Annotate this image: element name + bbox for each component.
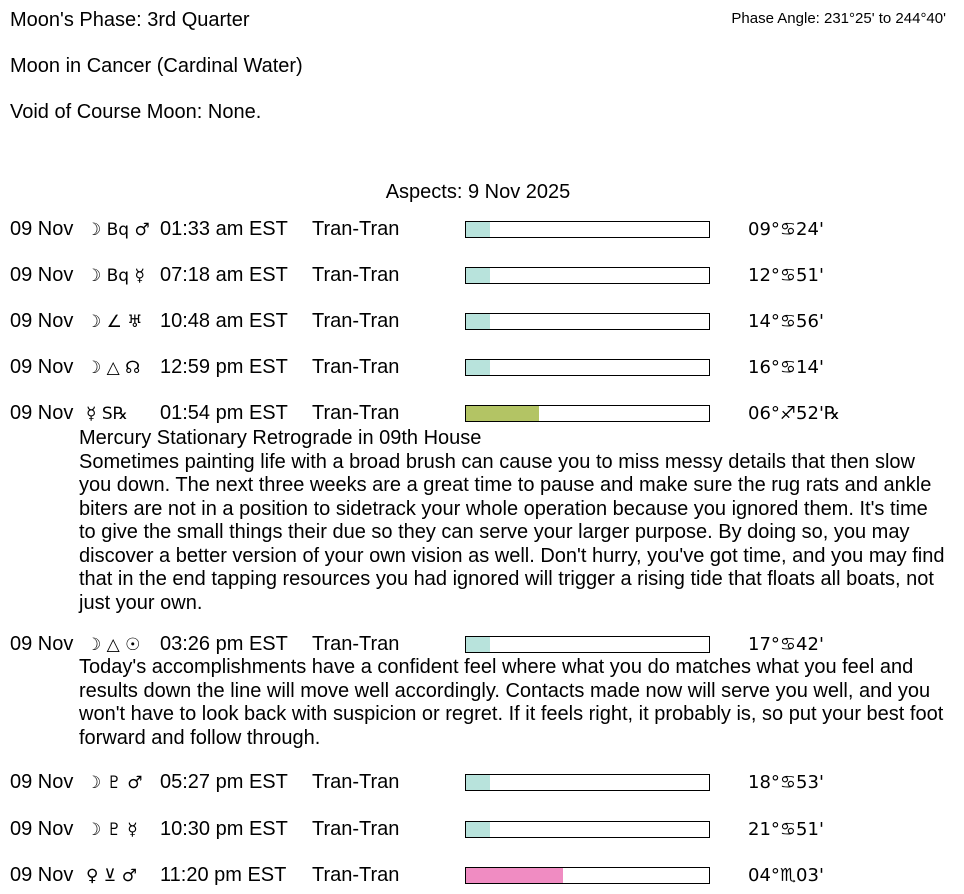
- aspect-glyphs-icon: ☽ ∠ ♅: [86, 312, 143, 332]
- moon-sign: Moon in Cancer (Cardinal Water): [10, 55, 303, 77]
- strength-bar: [465, 359, 710, 376]
- strength-bar: [465, 774, 710, 791]
- aspect-date: 09 Nov: [10, 633, 74, 655]
- strength-bar-fill: [466, 822, 490, 837]
- aspect-position: 14°♋56': [748, 311, 824, 332]
- aspect-date: 09 Nov: [10, 356, 74, 378]
- aspect-position: 18°♋53': [748, 772, 824, 793]
- aspect-kind: Tran-Tran: [312, 633, 400, 655]
- aspect-row: [0, 353, 964, 379]
- strength-bar: [465, 636, 710, 653]
- aspects-title: Aspects: 9 Nov 2025: [385, 181, 571, 203]
- aspect-position: 09°♋24': [748, 219, 824, 240]
- aspect-kind: Tran-Tran: [312, 402, 400, 424]
- aspect-kind: Tran-Tran: [312, 771, 400, 793]
- aspect-time: 10:48 am EST: [160, 310, 288, 332]
- aspect-row: [0, 861, 964, 887]
- aspect-description: [79, 656, 949, 750]
- aspect-row: [0, 815, 964, 841]
- strength-bar-fill: [466, 775, 490, 790]
- aspect-date: 09 Nov: [10, 771, 74, 793]
- strength-bar: [465, 405, 710, 422]
- aspect-date: 09 Nov: [10, 402, 74, 424]
- aspect-kind: Tran-Tran: [312, 864, 400, 886]
- aspect-glyphs-icon: ☿ S℞: [86, 404, 128, 424]
- aspect-time: 03:26 pm EST: [160, 633, 288, 655]
- strength-bar: [465, 821, 710, 838]
- strength-bar-fill: [466, 314, 490, 329]
- strength-bar: [465, 313, 710, 330]
- aspect-position: 04°♏03': [748, 865, 824, 886]
- aspect-position: 21°♋51': [748, 819, 824, 840]
- aspect-date: 09 Nov: [10, 264, 74, 286]
- phase-angle: Phase Angle: 231°25' to 244°40': [731, 10, 946, 27]
- aspect-kind: Tran-Tran: [312, 818, 400, 840]
- aspect-date: 09 Nov: [10, 218, 74, 240]
- aspect-glyphs-icon: ☽ ♇ ☿: [86, 820, 138, 840]
- aspect-glyphs-icon: ☽ △ ☉: [86, 635, 141, 655]
- aspect-position: 06°♐52'℞: [748, 403, 841, 424]
- strength-bar: [465, 267, 710, 284]
- description-title: Mercury Stationary Retrograde in 09th House: [79, 427, 482, 449]
- aspect-kind: Tran-Tran: [312, 356, 400, 378]
- moon-phase: Moon's Phase: 3rd Quarter: [10, 9, 250, 31]
- aspect-kind: Tran-Tran: [312, 264, 400, 286]
- aspect-kind: Tran-Tran: [312, 310, 400, 332]
- aspect-description: [79, 427, 949, 615]
- aspect-date: 09 Nov: [10, 864, 74, 886]
- aspect-row: [0, 215, 964, 241]
- strength-bar: [465, 867, 710, 884]
- strength-bar-fill: [466, 406, 539, 421]
- strength-bar-fill: [466, 360, 490, 375]
- aspect-time: 12:59 pm EST: [160, 356, 288, 378]
- aspect-row: [0, 399, 964, 425]
- aspect-position: 12°♋51': [748, 265, 824, 286]
- strength-bar-fill: [466, 268, 490, 283]
- aspect-row: [0, 307, 964, 333]
- aspect-date: 09 Nov: [10, 310, 74, 332]
- void-of-course: Void of Course Moon: None.: [10, 101, 262, 123]
- aspect-glyphs-icon: ☽ △ ☊: [86, 358, 141, 378]
- aspect-time: 01:33 am EST: [160, 218, 288, 240]
- aspect-position: 17°♋42': [748, 634, 824, 655]
- strength-bar-fill: [466, 222, 490, 237]
- aspect-position: 16°♋14': [748, 357, 824, 378]
- strength-bar: [465, 221, 710, 238]
- aspect-time: 05:27 pm EST: [160, 771, 288, 793]
- aspect-time: 07:18 am EST: [160, 264, 288, 286]
- aspect-row: [0, 630, 964, 656]
- aspect-kind: Tran-Tran: [312, 218, 400, 240]
- description-body: Sometimes painting life with a broad brush can cause you to miss messy details that then slow you down. The next three weeks are a great time to pause and make sure the rug rats and ankle biters are not in a position to sidetrack your whole operation because you ignored them. It's time to give the small things their due so they can serve your larger purpose. By doing so, you may discover a better version of your own vision as well. Don't hurry, you've got time, and you may find that in the end tapping resources you had ignored will trigger a rising tide that floats all boats, not just your own.: [79, 450, 945, 614]
- aspect-glyphs-icon: ♀ ⊻ ♂: [86, 866, 137, 886]
- aspect-glyphs-icon: ☽ Bq ♂: [86, 220, 150, 240]
- aspect-time: 11:20 pm EST: [160, 864, 287, 886]
- strength-bar-fill: [466, 868, 563, 883]
- aspect-glyphs-icon: ☽ ♇ ♂: [86, 773, 143, 793]
- aspect-row: [0, 768, 964, 794]
- description-body: Today's accomplishments have a confident feel where what you do matches what you feel and results down the line will move well accordingly. Contacts made now will serve you well, and you won't have to look back with suspicion or regret. If it feels right, it probably is, so put your best foot forward and follow through.: [79, 656, 944, 749]
- aspect-time: 10:30 pm EST: [160, 818, 288, 840]
- aspect-glyphs-icon: ☽ Bq ☿: [86, 266, 145, 286]
- aspect-row: [0, 261, 964, 287]
- strength-bar-fill: [466, 637, 490, 652]
- aspect-time: 01:54 pm EST: [160, 402, 288, 424]
- aspect-date: 09 Nov: [10, 818, 74, 840]
